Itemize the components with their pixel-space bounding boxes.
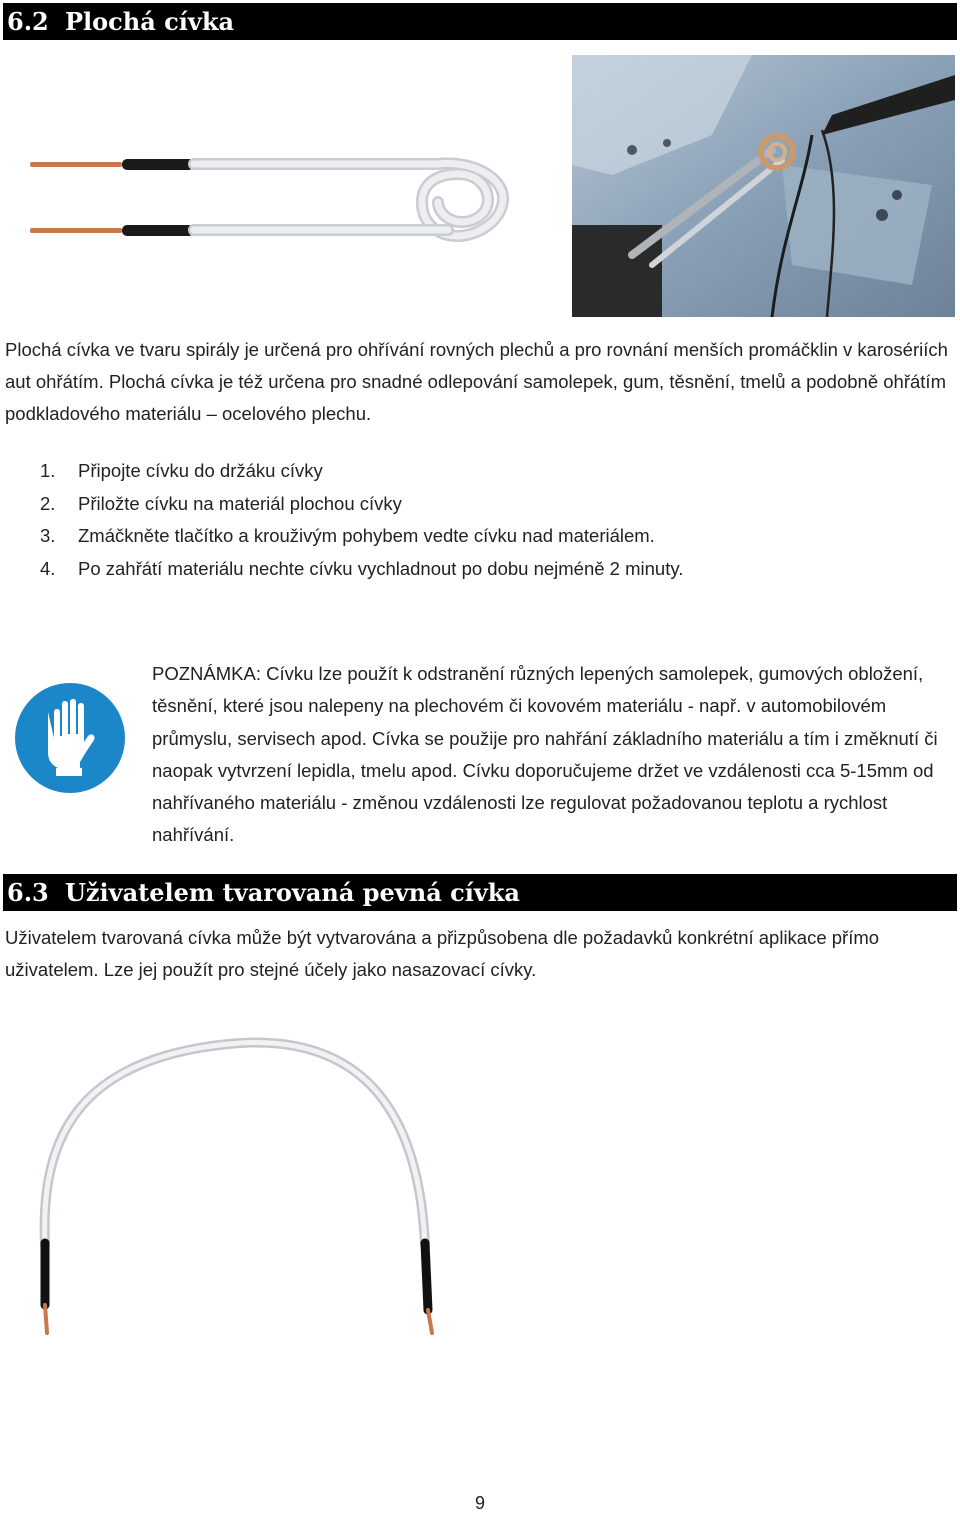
list-item: 4. Po zahřátí materiálu nechte cívku vychladnout po dobu nejméně 2 minuty.	[40, 557, 684, 579]
section-number: 6.3	[7, 878, 49, 907]
list-item: 3. Zmáčkněte tlačítko a krouživým pohybem vedte cívku nad materiálem.	[40, 525, 655, 546]
section-number: 6.2	[7, 7, 49, 36]
coil-on-car-photo	[572, 55, 955, 317]
section-6-2-intro: Plochá cívka ve tvaru spirály je určená pro ohřívání rovných plechů a pro rovnání menších promáčklin v karosériích aut ohřátím. Plochá cívka je též určena pro snadné odlepování samolepek, gum, těsnění, tmelů a podobně ohřátím podkladového materiálu – ocelového plechu.	[5, 339, 948, 424]
section-heading-6-3	[3, 874, 957, 911]
section-title: Uživatelem tvarovaná pevná cívka	[65, 878, 520, 907]
list-item: 2. Přiložte cívku na materiál plochou cívky	[40, 492, 402, 514]
protective-glove-icon	[14, 682, 126, 794]
section-title: Plochá cívka	[65, 7, 234, 36]
instruction-steps	[40, 455, 683, 585]
arched-coil-image	[20, 1015, 470, 1345]
list-item: 1. Připojte cívku do držáku cívky	[40, 460, 323, 481]
section-6-3-intro: Uživatelem tvarovaná cívka může být vytvarována a přizpůsobena dle požadavků konkrétní aplikace přímo uživatelem. Lze jej použít pro stejné účely jako nasazovací cívky.	[5, 927, 880, 980]
page-number: 9	[474, 1493, 485, 1513]
section-heading-6-2	[3, 3, 957, 40]
note-text: POZNÁMKA: Cívku lze použít k odstranění různých lepených samolepek, gumových obložení, těsnění, které jsou nalepeny na plechovém či kovovém materiálu - např. v automobilovém průmyslu, servisech apod. Cívka se použije pro nahřání základního materiálu a tím i změknutí či naopak vytvrzení lepidla, tmelu apod. Cívku doporučujeme držet ve vzdálenosti cca 5-15mm od nahřívaného materiálu - změnou vzdálenosti lze regulovat požadovanou teplotu a rychlost nahřívání.	[152, 663, 938, 846]
flat-coil-image	[18, 140, 518, 250]
